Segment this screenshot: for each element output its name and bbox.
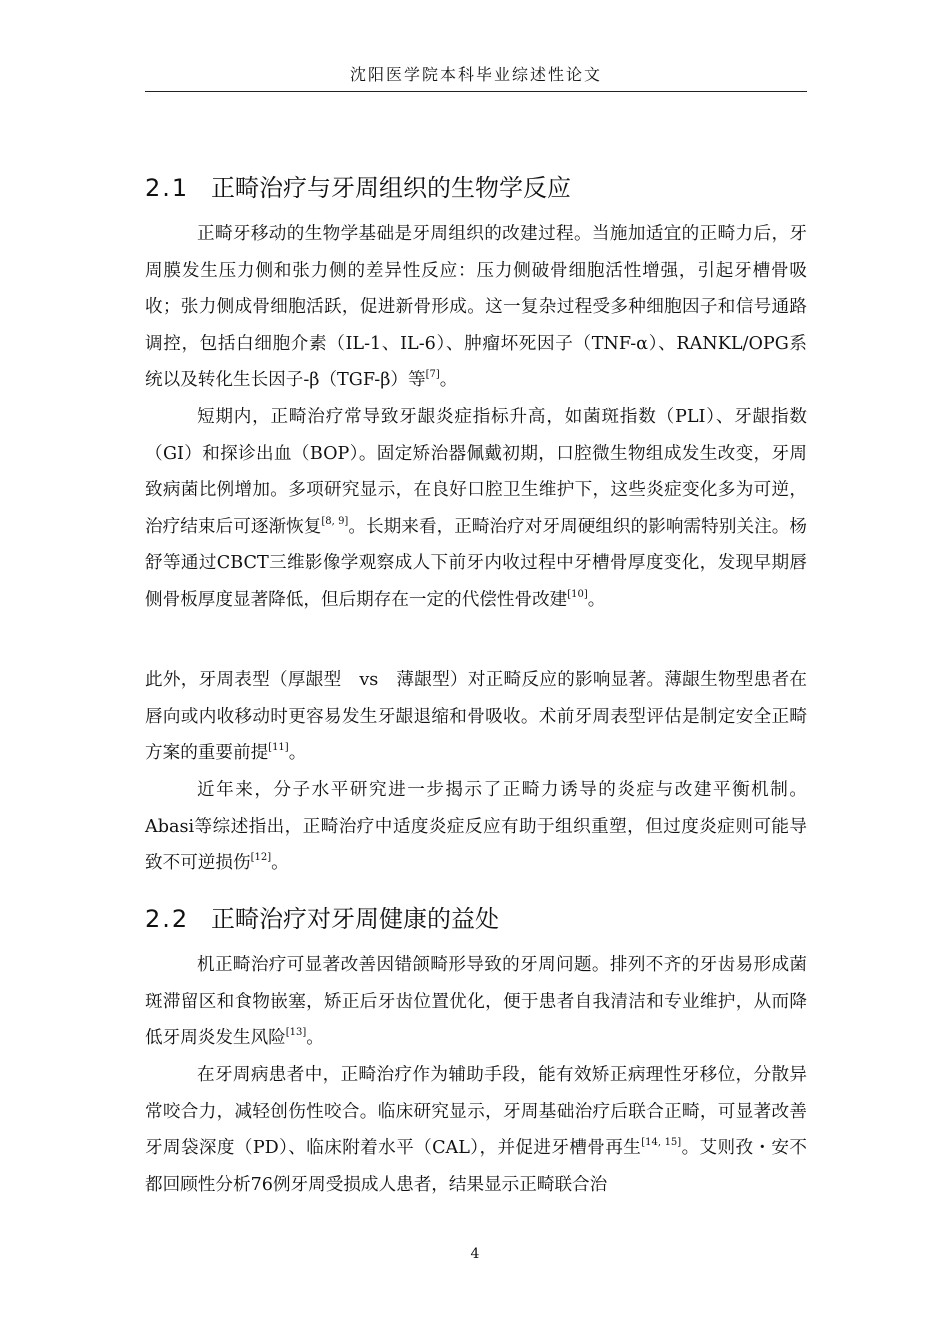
- section-heading-2-1: [145, 168, 571, 203]
- paragraph: [145, 947, 807, 1057]
- section-number: 2.1: [145, 174, 190, 202]
- paragraph-text: 机正畸治疗可显著改善因错颌畸形导致的牙周问题。排列不齐的牙齿易形成菌斑滞留区和食物嵌塞，矫正后牙齿位置优化，便于患者自我清洁和专业维护，从而降低牙周炎发生风险: [145, 955, 807, 1049]
- header-rule: [145, 91, 807, 92]
- section-title: 正畸治疗对牙周健康的益处: [211, 905, 499, 933]
- paragraph-text: 近年来，分子水平研究进一步揭示了正畸力诱导的炎症与改建平衡机制。Abasi等综述指出，正畸治疗中适度炎症反应有助于组织重塑，但过度炎症则可能导致不可逆损伤: [145, 780, 807, 874]
- citation: [11]: [268, 742, 289, 754]
- paragraph-text: 。艾则孜・安不都回顾性分析76例牙周受损成人患者，结果显示正畸联合治: [145, 1138, 807, 1195]
- paragraph-text: 。: [306, 1028, 324, 1049]
- paragraph: [145, 399, 807, 619]
- paragraph-text: 。: [288, 743, 307, 764]
- paragraph: [145, 216, 807, 399]
- paragraph: [145, 772, 807, 882]
- paragraph-text: 。长期来看，正畸治疗对牙周硬组织的影响需特别关注。杨舒等通过CBCT三维影像学观察成人下前牙内收过程中牙槽骨厚度变化，发现早期唇侧骨板厚度显著降低，但后期存在一定的代偿性骨改建: [145, 516, 807, 610]
- paragraph-text: 短期内，正畸治疗常导致牙龈炎症指标升高，如菌斑指数（PLI）、牙龈指数（GI）和探诊出血（BOP）。固定矫治器佩戴初期，口腔微生物组成发生改变，牙周致病菌比例增加。多项研究显示，在良好口腔卫生维护下，这些炎症变化多为可逆，治疗结束后可逐渐恢复: [145, 407, 807, 537]
- paragraph-text: 。: [439, 370, 458, 391]
- section-number: 2.2: [145, 905, 190, 933]
- page-number: 4: [470, 1246, 480, 1262]
- section-title: 正畸治疗与牙周组织的生物学反应: [211, 174, 571, 202]
- paragraph: [145, 662, 807, 772]
- citation: [10]: [567, 588, 588, 600]
- citation: [12]: [250, 852, 272, 864]
- running-header: 沈阳医学院本科毕业综述性论文: [349, 65, 602, 84]
- paragraph-text: 。: [271, 853, 289, 874]
- paragraph-text: 。: [587, 589, 606, 610]
- paragraph-text: 在牙周病患者中，正畸治疗作为辅助手段，能有效矫正病理性牙移位，分散异常咬合力，减轻创伤性咬合。临床研究显示，牙周基础治疗后联合正畸，可显著改善牙周袋深度（PD）、临床附着水平（CAL），并促进牙槽骨再生: [145, 1065, 807, 1159]
- paragraph-text: 此外，牙周表型（厚龈型 vs 薄龈型）对正畸反应的影响显著。薄龈生物型患者在唇向或内收移动时更容易发生牙龈退缩和骨吸收。术前牙周表型评估是制定安全正畸方案的重要前提: [145, 670, 807, 764]
- citation: [7]: [425, 369, 440, 381]
- citation: [8, 9]: [321, 515, 349, 527]
- citation: [14, 15]: [641, 1137, 682, 1149]
- paragraph-text: 正畸牙移动的生物学基础是牙周组织的改建过程。当施加适宜的正畸力后，牙周膜发生压力侧和张力侧的差异性反应：压力侧破骨细胞活性增强，引起牙槽骨吸收；张力侧成骨细胞活跃，促进新骨形成。这一复杂过程受多种细胞因子和信号通路调控，包括白细胞介素（IL-1、IL-6）、肿瘤坏死因子（TNF-α）、RANKL/OPG系统以及转化生长因子-β（TGF-β）等: [145, 224, 807, 391]
- paragraph: [145, 1057, 807, 1203]
- section-heading-2-2: [145, 899, 499, 934]
- citation: [13]: [285, 1027, 307, 1039]
